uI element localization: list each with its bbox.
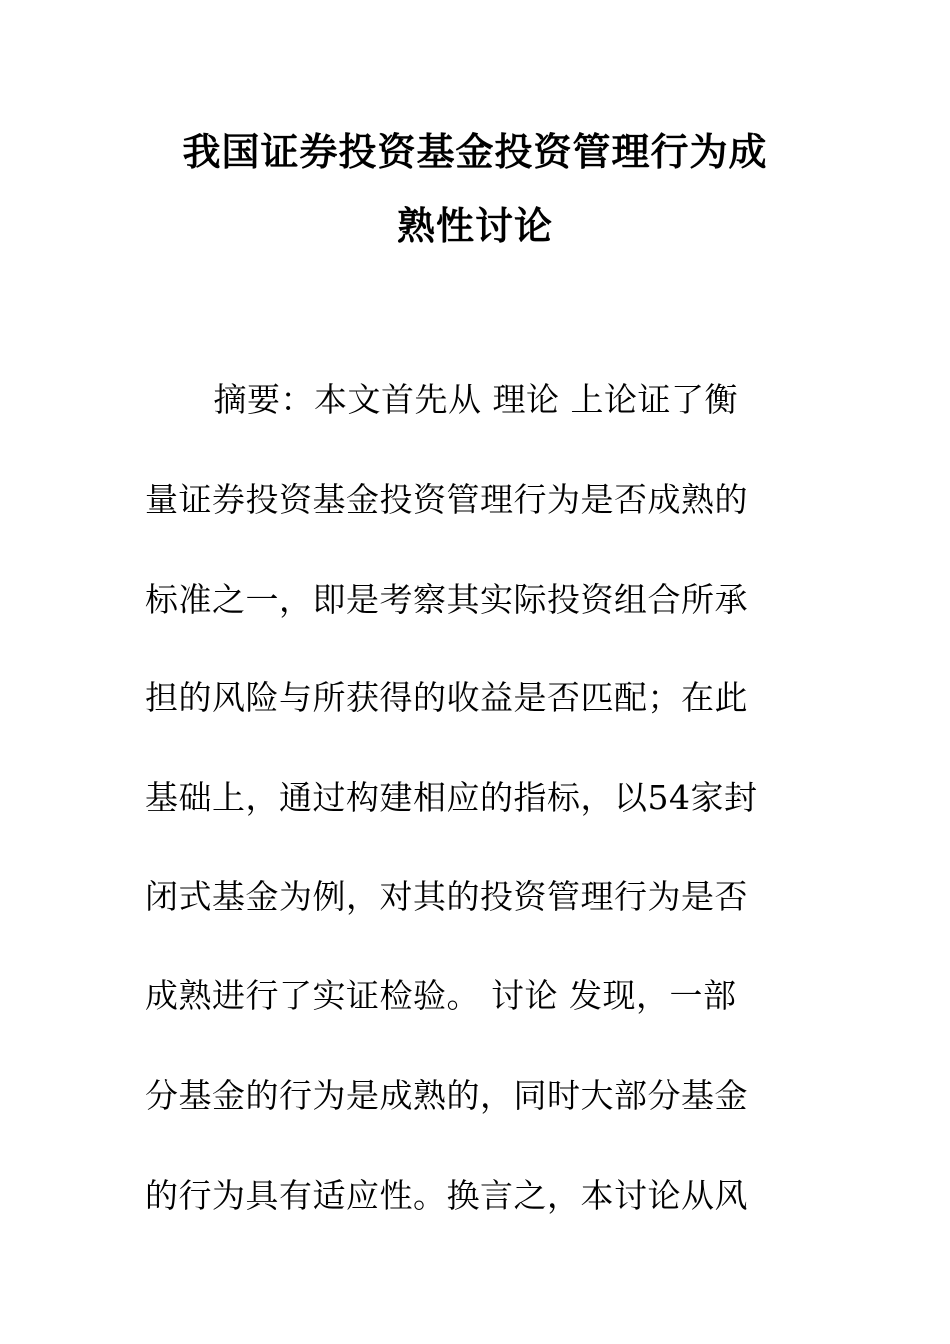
abstract-line-6: 闭式基金为例，对其的投资管理行为是否 (145, 877, 748, 916)
document-title-line-2: 熟性讨论 (396, 203, 553, 248)
abstract-line-5: 基础上，通过构建相应的指标，以54家封 (145, 778, 758, 817)
abstract-line-4: 担的风险与所获得的收益是否匹配；在此 (145, 678, 748, 717)
abstract-line-1: 摘要：本文首先从 理论 上论证了衡 (180, 380, 738, 419)
document-title-line-1: 我国证券投资基金投资管理行为成 (182, 129, 768, 174)
abstract-line-7: 成熟进行了实证检验。 讨论 发现，一部 (145, 976, 737, 1015)
abstract-line-3: 标准之一，即是考察其实际投资组合所承 (145, 580, 748, 619)
abstract-line-9: 的行为具有适应性。换言之，本讨论从风 (145, 1176, 748, 1215)
abstract-line-2: 量证券投资基金投资管理行为是否成熟的 (145, 480, 748, 519)
abstract-line-8: 分基金的行为是成熟的，同时大部分基金 (145, 1076, 748, 1115)
